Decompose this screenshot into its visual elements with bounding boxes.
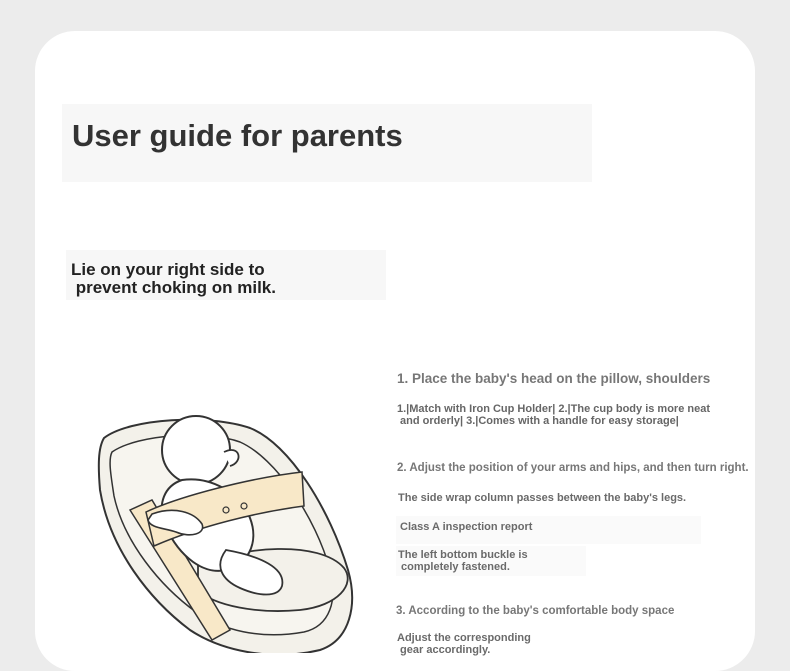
step-2-note-inspection: Class A inspection report (400, 521, 533, 533)
step-3-heading: 3. According to the baby's comfortable body space (396, 605, 675, 617)
page-title: User guide for parents (72, 118, 403, 153)
step-2-note-wrap-column: The side wrap column passes between the baby's legs. (398, 492, 687, 504)
step-1-features: 1.|Match with Iron Cup Holder| 2.|The cup body is more neat and orderly| 3.|Comes with a handle for easy storage| (397, 403, 710, 427)
step-2-note-buckle: The left bottom buckle is completely fastened. (398, 549, 528, 573)
step-1-heading: 1. Place the baby's head on the pillow, shoulders (397, 371, 711, 386)
baby-head (162, 416, 230, 484)
step-2-heading: 2. Adjust the position of your arms and hips, and then turn right. (397, 462, 749, 474)
baby-lounger-illustration (90, 400, 365, 653)
step-3-note-gear: Adjust the corresponding gear accordingly. (397, 632, 531, 656)
side-sleep-tip: Lie on your right side to prevent choking on milk. (71, 260, 276, 297)
